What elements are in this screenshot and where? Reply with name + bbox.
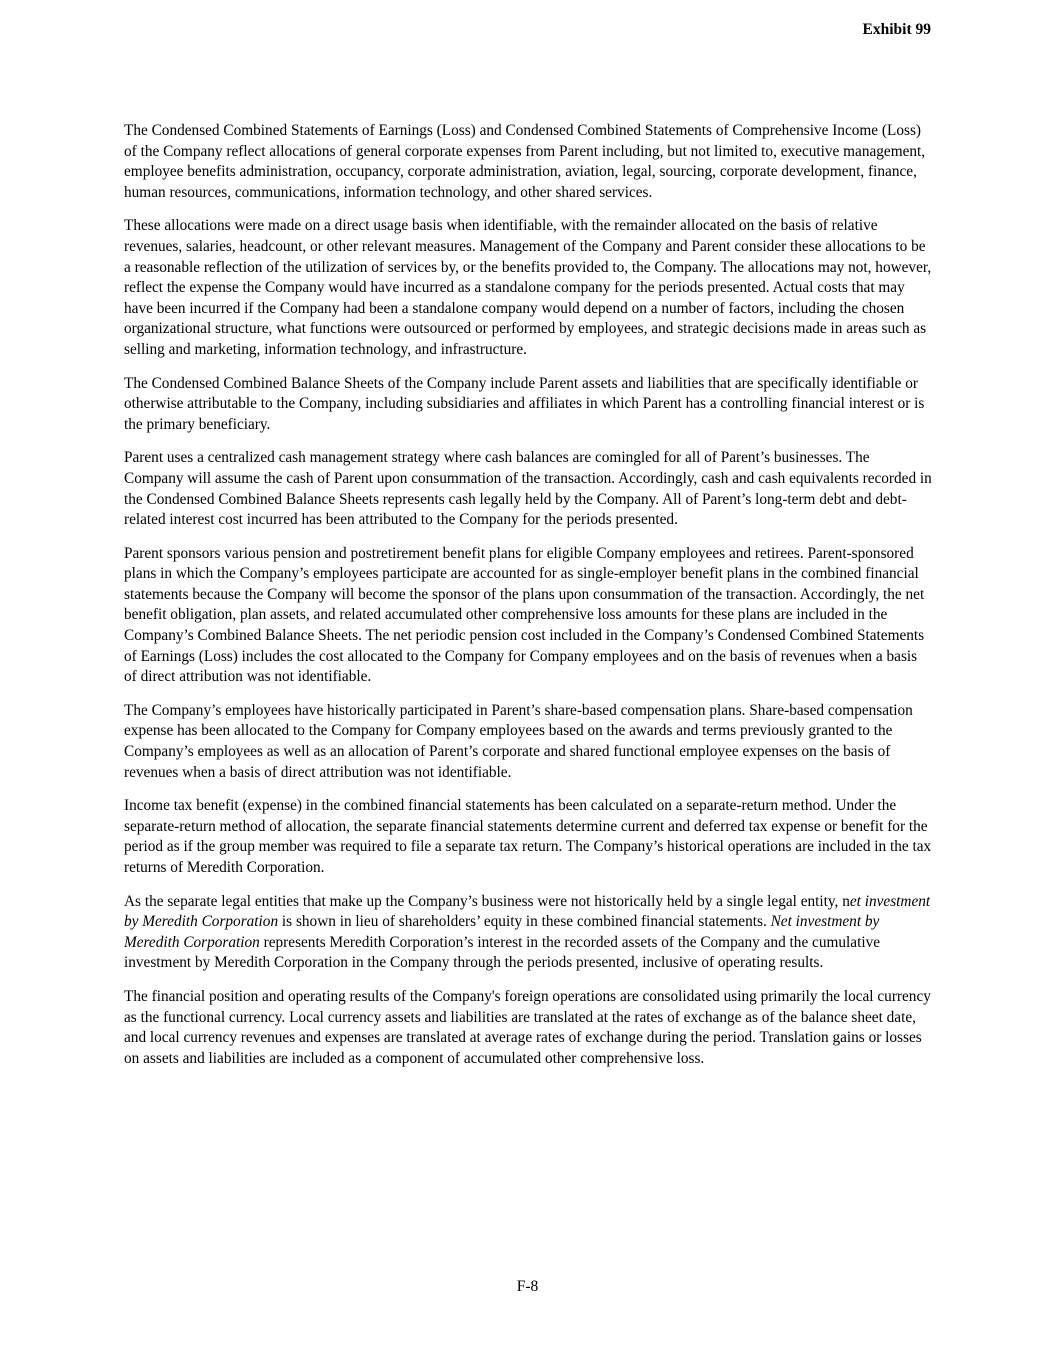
paragraph-net-investment: [124, 892, 932, 974]
net-investment-text-3: represents Meredith Corporation’s interest in the recorded assets of the Company and the cumulative investment by Meredith Corporation in the Company through the periods presented, inclusive of operating results.: [124, 933, 881, 972]
document-body: [124, 121, 932, 1082]
paragraph-income-tax: Income tax benefit (expense) in the combined financial statements has been calculated on a separate-return method. Under the separate-return method of allocation, the separate financial statements determine current and deferred tax expense or benefit for the period as if the group member was required to file a separate tax return. The Company’s historical operations are included in the tax returns of Meredith Corporation.: [124, 797, 932, 876]
net-investment-text-1: As the separate legal entities that make up the Company’s business were not historically held by a single legal entity, n: [124, 892, 850, 910]
net-investment-italic-2: Net investment by Meredith Corporation: [124, 913, 880, 951]
paragraph-share-based-compensation: The Company’s employees have historically participated in Parent’s share-based compensation plans. Share-based compensation expense has been allocated to the Company for Company employees based on the awards and terms previously granted to the Company’s employees as well as an allocation of Parent’s corporate and shared functional employee expenses on the basis of revenues when a basis of direct attribution was not identifiable.: [124, 701, 913, 781]
net-investment-italic-1: et investment by Meredith Corporation: [124, 892, 931, 931]
paragraph-foreign-operations: The financial position and operating results of the Company's foreign operations are consolidated using primarily the local currency as the functional currency. Local currency assets and liabilities are translated at the rates of exchange as of the balance sheet date, and local currency revenues and expenses are translated at average rates of exchange during the period. Translation gains or losses on assets and liabilities are included as a component of accumulated other comprehensive loss.: [124, 987, 931, 1067]
paragraph-allocation-basis: These allocations were made on a direct usage basis when identifiable, with the remainder allocated on the basis of relative revenues, salaries, headcount, or other relevant measures. Management of the Company and Parent consider these allocations to be a reasonable reflection of the utilization of services by, or the benefits provided to, the Company. The allocations may not, however, reflect the expense the Company would have incurred as a standalone company for the periods presented. Actual costs that may have been incurred if the Company had been a standalone company would depend on a number of factors, including the chosen organizational structure, what functions were outsourced or performed by employees, and strategic decisions made in areas such as selling and marketing, information technology, and infrastructure.: [124, 217, 932, 358]
net-investment-text-2: is shown in lieu of shareholders’ equity in these combined financial statements.: [278, 913, 771, 931]
page-number: F-8: [516, 1278, 539, 1295]
exhibit-label: Exhibit 99: [862, 21, 931, 38]
paragraph-corporate-expense-allocations: The Condensed Combined Statements of Earnings (Loss) and Condensed Combined Statements of Comprehensive Income (Loss) of the Company reflect allocations of general corporate expenses from Parent including, but not limited to, executive management, employee benefits administration, occupancy, corporate administration, aviation, legal, sourcing, corporate development, finance, human resources, communications, information technology, and other shared services.: [124, 122, 926, 201]
paragraph-balance-sheets: The Condensed Combined Balance Sheets of the Company include Parent assets and liabilities that are specifically identifiable or otherwise attributable to the Company, including subsidiaries and affiliates in which Parent has a controlling financial interest or is the primary beneficiary.: [124, 374, 925, 433]
paragraph-cash-management: Parent uses a centralized cash management strategy where cash balances are comingled for all of Parent’s businesses. The Company will assume the cash of Parent upon consummation of the transaction. Accordingly, cash and cash equivalents recorded in the Condensed Combined Balance Sheets represents cash legally held by the Company. All of Parent’s long-term debt and debt-related interest cost incurred has been attributed to the Company for the periods presented.: [124, 449, 932, 529]
paragraph-pension-plans: Parent sponsors various pension and postretirement benefit plans for eligible Company employees and retirees. Parent-sponsored plans in which the Company’s employees participate are accounted for as single-employer benefit plans in the combined financial statements because the Company will become the sponsor of the plans upon consummation of the transaction. Accordingly, the net benefit obligation, plan assets, and related accumulated other comprehensive loss amounts for these plans are included in the Company’s Combined Balance Sheets. The net periodic pension cost included in the Company’s Condensed Combined Statements of Earnings (Loss) includes the cost allocated to the Company for Company employees and on the basis of revenues when a basis of direct attribution was not identifiable.: [124, 544, 925, 686]
